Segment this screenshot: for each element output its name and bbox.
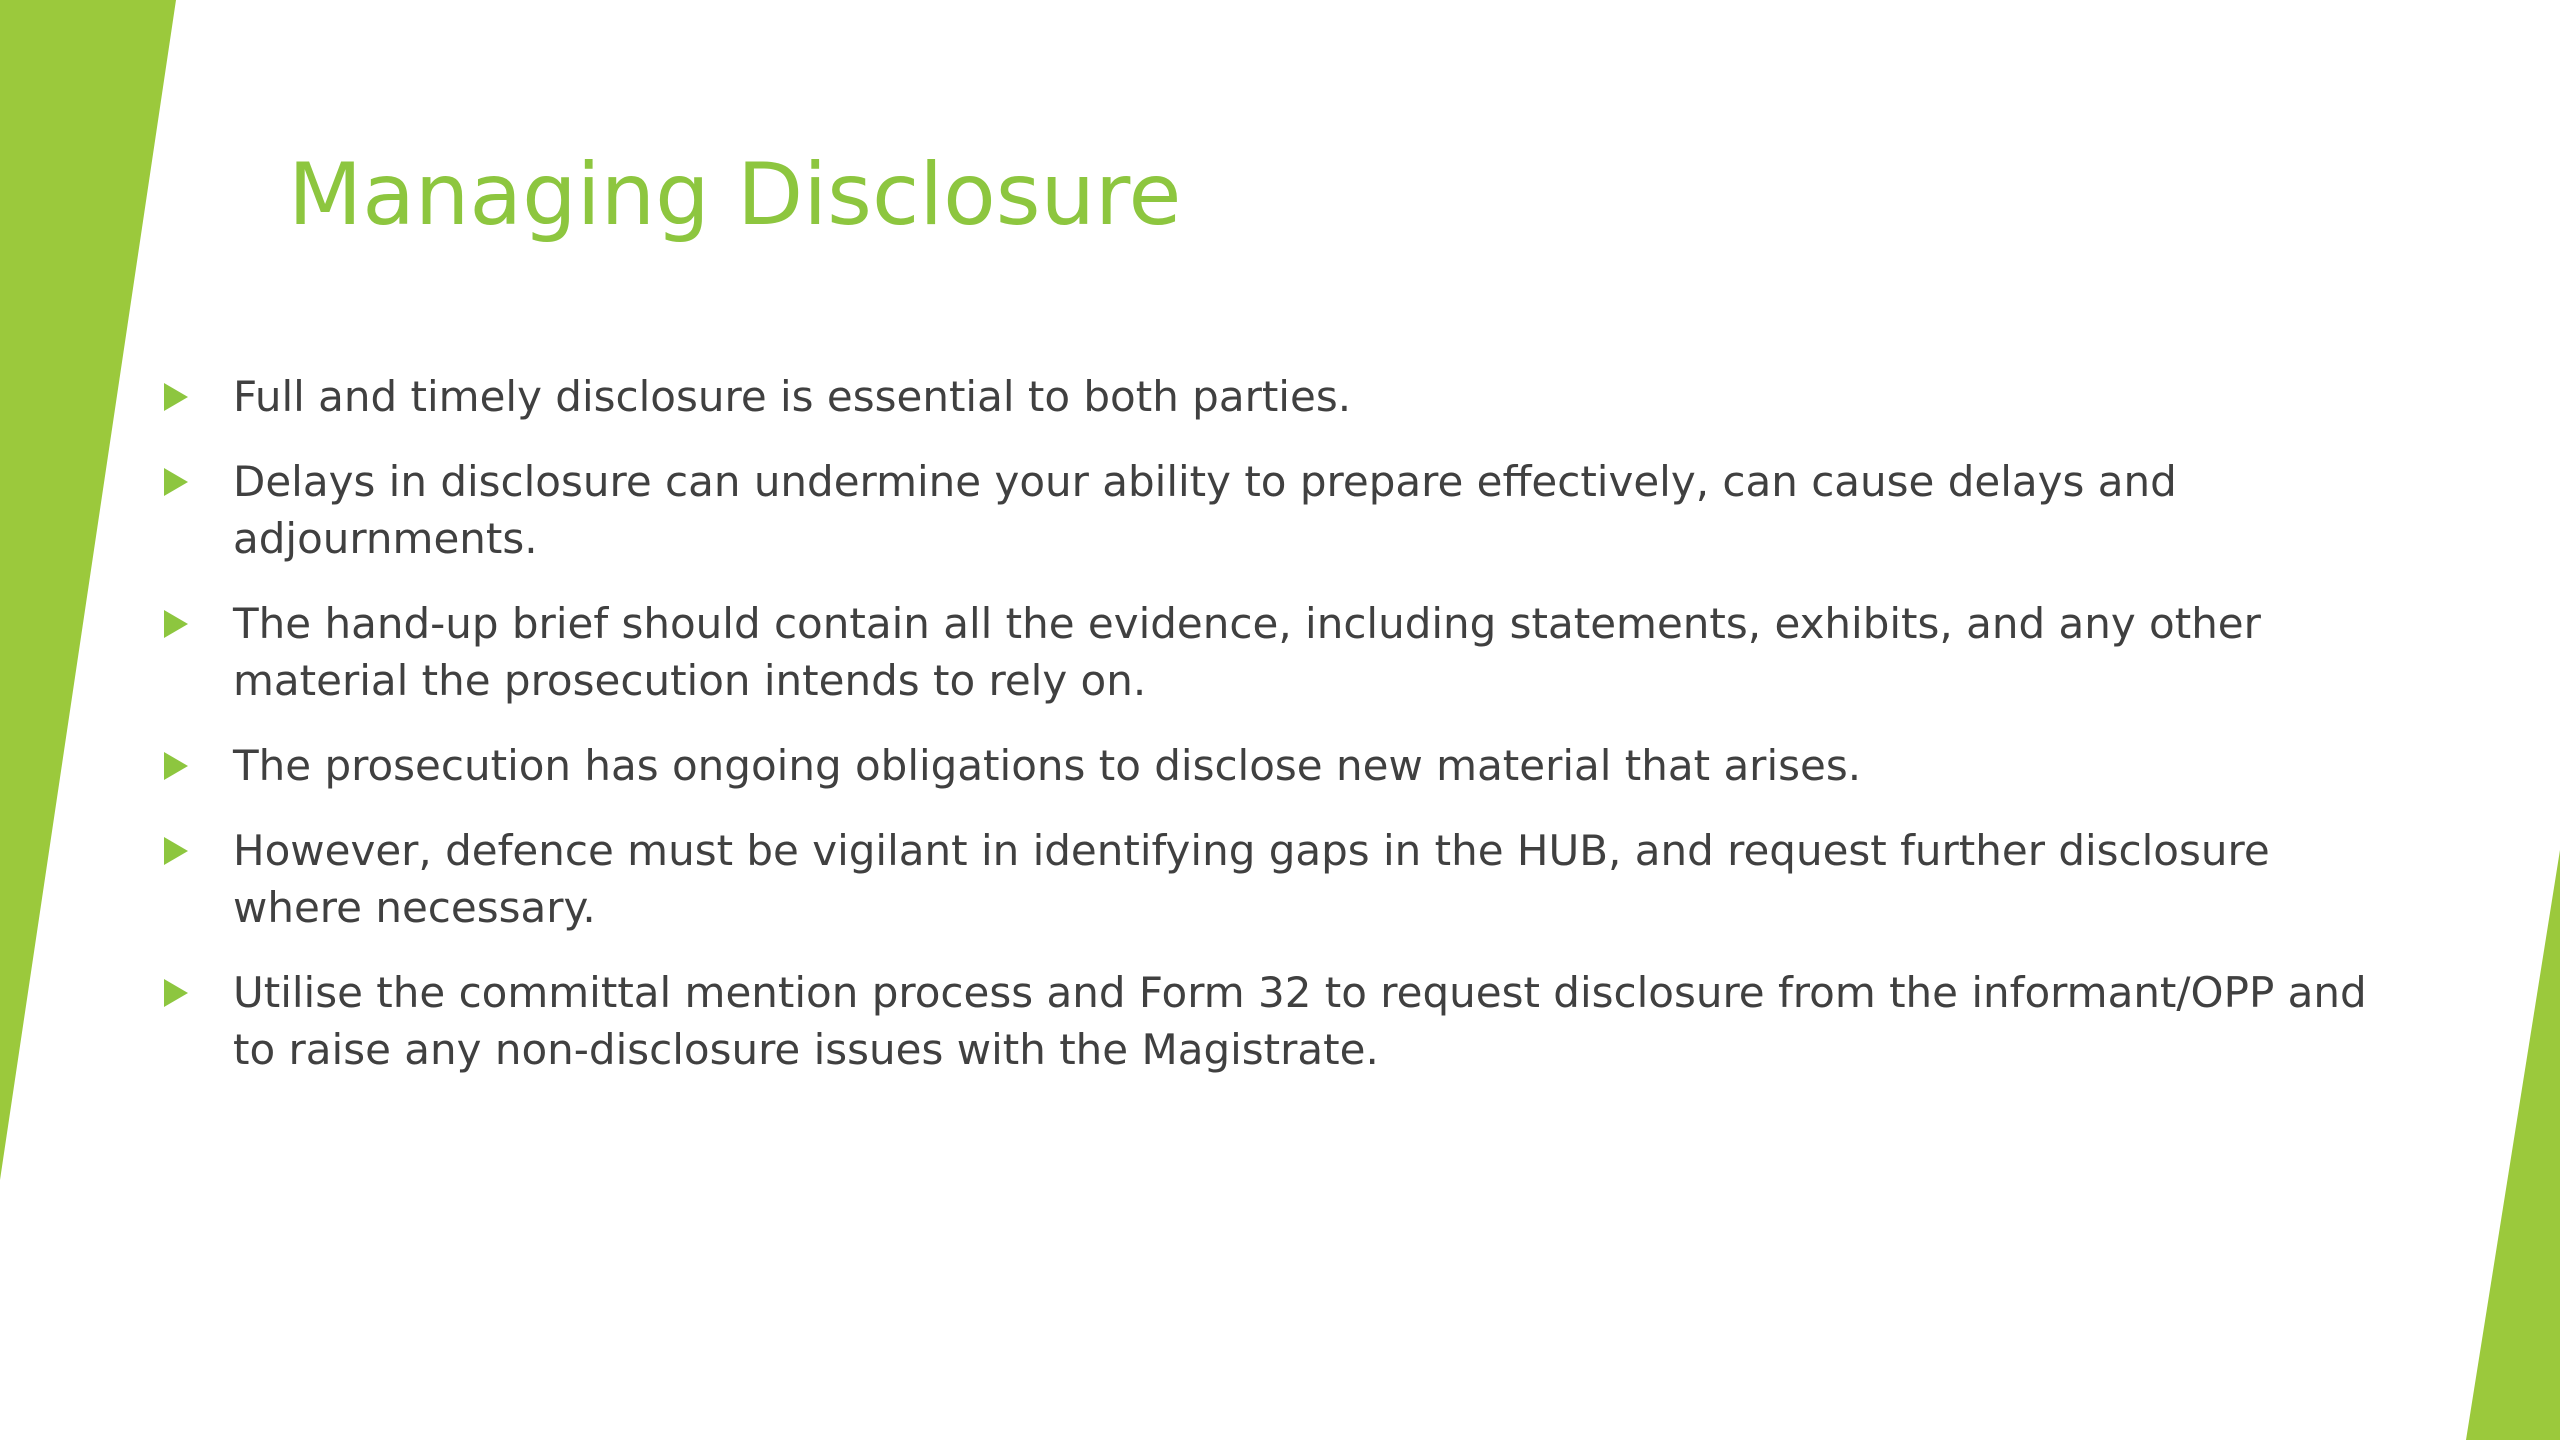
right-accent-band	[2466, 850, 2560, 1440]
bullet-text: Full and timely disclosure is essential to both parties.	[233, 372, 1352, 421]
bullet-list	[160, 368, 2380, 1106]
slide-title: Managing Disclosure	[288, 145, 1182, 245]
bullet-item	[160, 822, 2380, 936]
triangle-right-icon	[164, 837, 188, 865]
triangle-right-icon	[164, 979, 188, 1007]
bullet-text: Utilise the committal mention process and Form 32 to request disclosure from the informant/OPP and to raise any non-disclosure issues with the Magistrate.	[233, 968, 2367, 1074]
bullet-text: Delays in disclosure can undermine your ability to prepare effectively, can cause delays and adjournments.	[233, 457, 2177, 563]
bullet-item	[160, 964, 2380, 1078]
bullet-item	[160, 737, 2380, 794]
bullet-item	[160, 595, 2380, 709]
bullet-item	[160, 368, 2380, 425]
triangle-right-icon	[164, 610, 188, 638]
bullet-text: However, defence must be vigilant in identifying gaps in the HUB, and request further disclosure where necessary.	[233, 826, 2270, 932]
triangle-right-icon	[164, 752, 188, 780]
bullet-text: The prosecution has ongoing obligations to disclose new material that arises.	[233, 741, 1862, 790]
triangle-right-icon	[164, 468, 188, 496]
left-accent-band	[0, 0, 176, 1180]
bullet-item	[160, 453, 2380, 567]
triangle-right-icon	[164, 383, 188, 411]
bullet-text: The hand-up brief should contain all the evidence, including statements, exhibits, and any other material the prosecution intends to rely on.	[233, 599, 2261, 705]
